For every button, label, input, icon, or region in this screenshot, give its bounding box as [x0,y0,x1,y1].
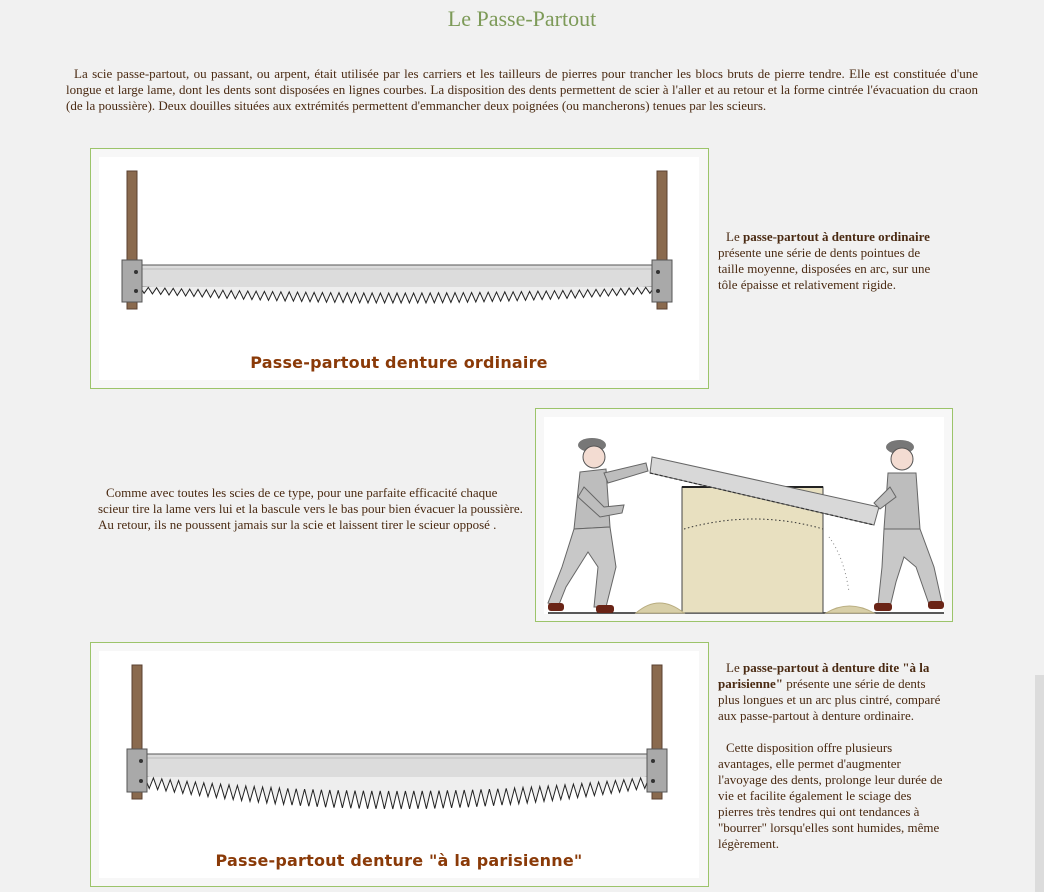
desc-suffix: présente une série de dents pointues de taille moyenne, disposées en arc, sur une tôle épaisse et relativement rigide. [718,245,931,292]
desc-prefix: Le [726,229,743,244]
page-title: Le Passe-Partout [447,6,597,31]
saw-ordinary-description [718,229,940,309]
saw-parisian-illustration [99,651,699,878]
saw-parisian-figure [90,642,709,887]
desc-bold: passe-partout à denture dite "à la parisienne" [718,660,930,691]
sawyers-illustration [544,417,944,614]
desc-prefix: Le [726,660,743,675]
sawyers-figure [535,408,953,622]
saw-parisian-description [718,660,948,868]
advantages-text: Cette disposition offre plusieurs avantages, elle permet d'augmenter l'avoyage des dents, prolonge leur durée de vie et facilite également le sciage des pierres très tendres qui ont tendances à "bourrer" lorsqu'elles sont humides, même légèrement. [718,740,943,851]
scrollbar[interactable] [1035,675,1044,892]
desc-suffix: présente une série de dents plus longues et un arc plus cintré, comparé aux passe-partout à denture ordinaire. [718,676,941,723]
intro-paragraph: La scie passe-partout, ou passant, ou arpent, était utilisée par les carriers et les tailleurs de pierres pour trancher les blocs bruts de pierre tendre. Elle est constituée d'une longue et large lame, dont les dents sont disposées en lignes courbes. La disposition des dents permettent de scier à l'aller et au retour et la forme cintrée l'évacuation du craon (de la poussière). Deux douilles situées aux extrémités permettent d'emmancher deux poignées (ou mancherons) tenues par les scieurs. [66,66,978,113]
saw-ordinary-caption: Passe-partout denture ordinaire [250,353,548,372]
saw-ordinary-figure [90,148,709,389]
desc-bold: passe-partout à denture ordinaire [742,229,930,244]
sawing-text: Comme avec toutes les scies de ce type, pour une parfaite efficacité chaque scieur tire la lame vers lui et la bascule vers le bas pour bien évacuer la poussière. Au retour, ils ne poussent jamais sur la scie et laissent tirer le scieur opposé . [98,485,523,532]
sawing-technique-description [98,485,526,549]
saw-ordinary-illustration [99,157,699,380]
saw-parisian-caption: Passe-partout denture "à la parisienne" [215,851,583,870]
